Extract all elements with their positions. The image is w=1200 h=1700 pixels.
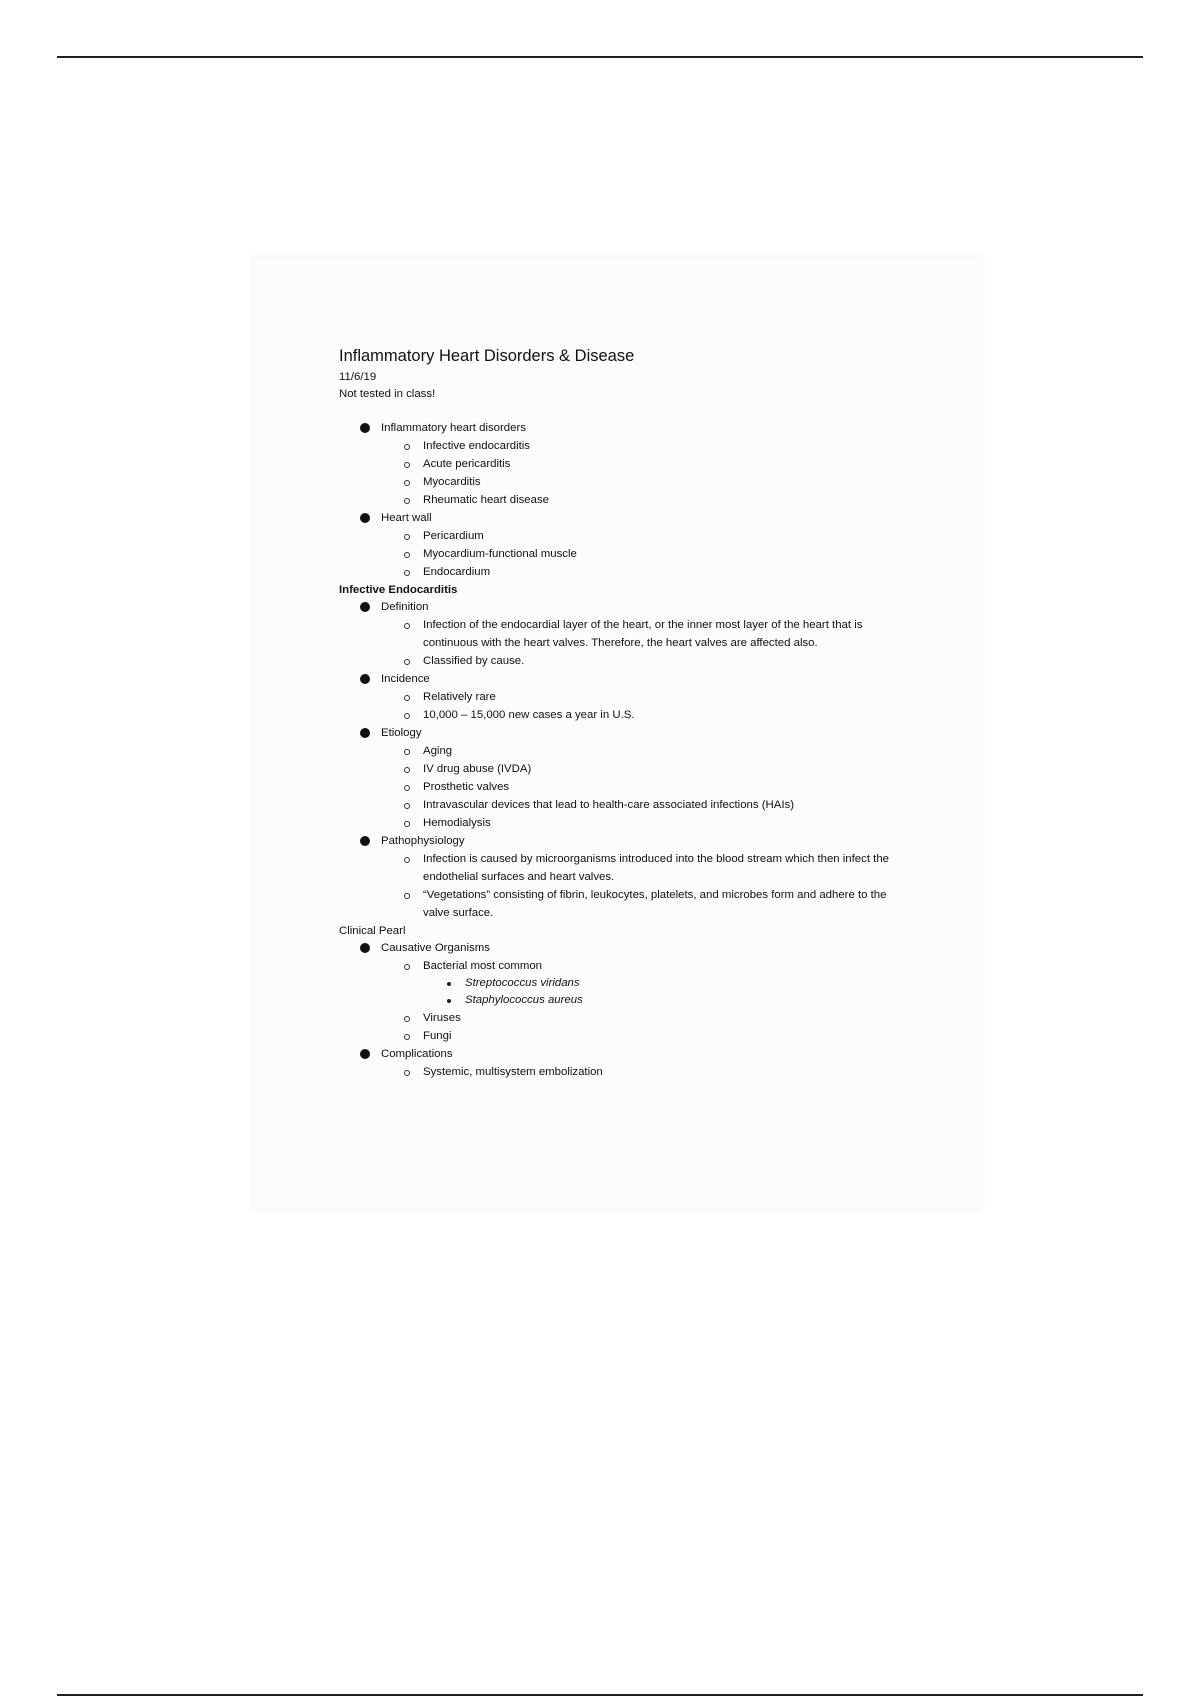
sub-list — [381, 1063, 899, 1081]
document-date: 11/6/19 — [339, 371, 377, 383]
list-item — [339, 598, 899, 670]
sub-list — [381, 616, 899, 670]
circle-bullet-icon — [404, 893, 410, 899]
sub-list-item-label: Pericardium — [423, 530, 484, 542]
sub-list-item — [381, 616, 899, 652]
species-item — [423, 975, 899, 992]
sub-list-item-label: Rheumatic heart disease — [423, 494, 549, 506]
list-item-label: Inflammatory heart disorders — [381, 422, 526, 434]
circle-bullet-icon — [404, 444, 410, 450]
sub-list-item-label: Myocarditis — [423, 476, 481, 488]
circle-bullet-icon — [404, 1034, 410, 1040]
sub-list-item-label: Myocardium-functional muscle — [423, 548, 577, 560]
circle-bullet-icon — [404, 803, 410, 809]
sub-list-item — [381, 796, 899, 814]
sub-list — [381, 957, 899, 1045]
section-heading: Infective Endocarditis — [339, 584, 458, 596]
sub-list-item — [381, 473, 899, 491]
circle-bullet-icon — [404, 1016, 410, 1022]
sub-list-item-label: Prosthetic valves — [423, 781, 510, 793]
sub-list-item — [381, 778, 899, 796]
circle-bullet-icon — [404, 534, 410, 540]
circle-bullet-icon — [404, 695, 410, 701]
sub-list — [381, 437, 899, 509]
list-item-label: Heart wall — [381, 512, 432, 524]
bullet-icon — [360, 674, 370, 684]
sub-list-item — [381, 1063, 899, 1081]
circle-bullet-icon — [404, 964, 410, 970]
sub-list-item — [381, 957, 899, 1009]
sub-list-item-label: Fungi — [423, 1030, 452, 1042]
sub-list-item-label: 10,000 – 15,000 new cases a year in U.S. — [423, 709, 635, 721]
species-list — [423, 975, 899, 1009]
section-heading: Clinical Pearl — [339, 925, 406, 937]
circle-bullet-icon — [404, 821, 410, 827]
list-item — [339, 724, 899, 832]
sub-list-item-label: Acute pericarditis — [423, 458, 511, 470]
bullet-icon — [360, 943, 370, 953]
list-item — [339, 832, 899, 922]
circle-bullet-icon — [404, 498, 410, 504]
sub-list-item-label: Systemic, multisystem embolization — [423, 1066, 603, 1078]
sub-list-item — [381, 1009, 899, 1027]
bullet-icon — [360, 1049, 370, 1059]
circle-bullet-icon — [404, 785, 410, 791]
list-item-label: Definition — [381, 601, 429, 613]
circle-bullet-icon — [404, 857, 410, 863]
page-bottom-rule — [57, 1694, 1143, 1696]
bullet-icon — [360, 423, 370, 433]
circle-bullet-icon — [404, 552, 410, 558]
sub-list-item — [381, 455, 899, 473]
bullet-icon — [360, 602, 370, 612]
sub-list-item-label: “Vegetations” consisting of fibrin, leukocytes, platelets, and microbes form and adhere to the valve surface. — [423, 889, 887, 919]
sub-list-item — [381, 886, 899, 922]
bullet-icon — [360, 513, 370, 523]
sub-list-item — [381, 850, 899, 886]
sub-list-item — [381, 1027, 899, 1045]
sub-list-item — [381, 760, 899, 778]
sub-list-item-label: Intravascular devices that lead to health-care associated infections (HAIs) — [423, 799, 795, 811]
clinical-pearl-list — [339, 939, 899, 1081]
list-item — [339, 509, 899, 581]
sub-list-item-label: Infection is caused by microorganisms introduced into the blood stream which then infect the endothelial surfaces and heart valves. — [423, 853, 889, 883]
document-body — [339, 345, 899, 1081]
sub-list-item — [381, 814, 899, 832]
list-item-label: Etiology — [381, 727, 422, 739]
circle-bullet-icon — [404, 659, 410, 665]
species-label: Staphylococcus aureus — [465, 994, 583, 1006]
sub-list — [381, 742, 899, 832]
species-item — [423, 992, 899, 1009]
circle-bullet-icon — [404, 480, 410, 486]
list-item — [339, 419, 899, 509]
circle-bullet-icon — [404, 1070, 410, 1076]
sub-list-item-label: Relatively rare — [423, 691, 496, 703]
list-item-label: Complications — [381, 1048, 453, 1060]
sub-list-item — [381, 652, 899, 670]
sub-list-item-label: Infective endocarditis — [423, 440, 531, 452]
sub-list-item — [381, 706, 899, 724]
sub-list — [381, 850, 899, 922]
sub-list-item — [381, 545, 899, 563]
list-item-label: Pathophysiology — [381, 835, 465, 847]
sub-list-item-label: Hemodialysis — [423, 817, 491, 829]
document-note: Not tested in class! — [339, 388, 436, 400]
sub-list-item-label: Viruses — [423, 1012, 461, 1024]
sub-list-item-label: Classified by cause. — [423, 655, 525, 667]
circle-bullet-icon — [404, 767, 410, 773]
bullet-icon — [360, 836, 370, 846]
circle-bullet-icon — [404, 462, 410, 468]
circle-bullet-icon — [404, 570, 410, 576]
sub-list — [381, 527, 899, 581]
sub-list-item — [381, 527, 899, 545]
list-item — [339, 1045, 899, 1081]
square-bullet-icon — [447, 982, 451, 986]
intro-list — [339, 419, 899, 581]
sub-list-item — [381, 437, 899, 455]
bullet-icon — [360, 728, 370, 738]
sub-list-item-label: Infection of the endocardial layer of the heart, or the inner most layer of the heart that is continuous with the heart valves. Therefore, the heart valves are affected also. — [423, 619, 863, 649]
sub-list-item — [381, 688, 899, 706]
species-label: Streptococcus viridans — [465, 977, 580, 989]
sub-list-item — [381, 563, 899, 581]
sub-list-item-label: Endocardium — [423, 566, 491, 578]
sub-list-item — [381, 491, 899, 509]
sub-list-item-label: IV drug abuse (IVDA) — [423, 763, 532, 775]
sub-list-item-label: Bacterial most common — [423, 960, 543, 972]
page-title: Inflammatory Heart Disorders & Disease — [339, 347, 635, 365]
endocarditis-list — [339, 598, 899, 922]
list-item-label: Incidence — [381, 673, 430, 685]
sub-list-item — [381, 742, 899, 760]
page-top-rule — [57, 56, 1143, 58]
square-bullet-icon — [447, 999, 451, 1003]
blank-line — [339, 402, 899, 419]
circle-bullet-icon — [404, 623, 410, 629]
circle-bullet-icon — [404, 713, 410, 719]
list-item-label: Causative Organisms — [381, 942, 490, 954]
sub-list-item-label: Aging — [423, 745, 453, 757]
list-item — [339, 670, 899, 724]
sub-list — [381, 688, 899, 724]
list-item — [339, 939, 899, 1045]
circle-bullet-icon — [404, 749, 410, 755]
